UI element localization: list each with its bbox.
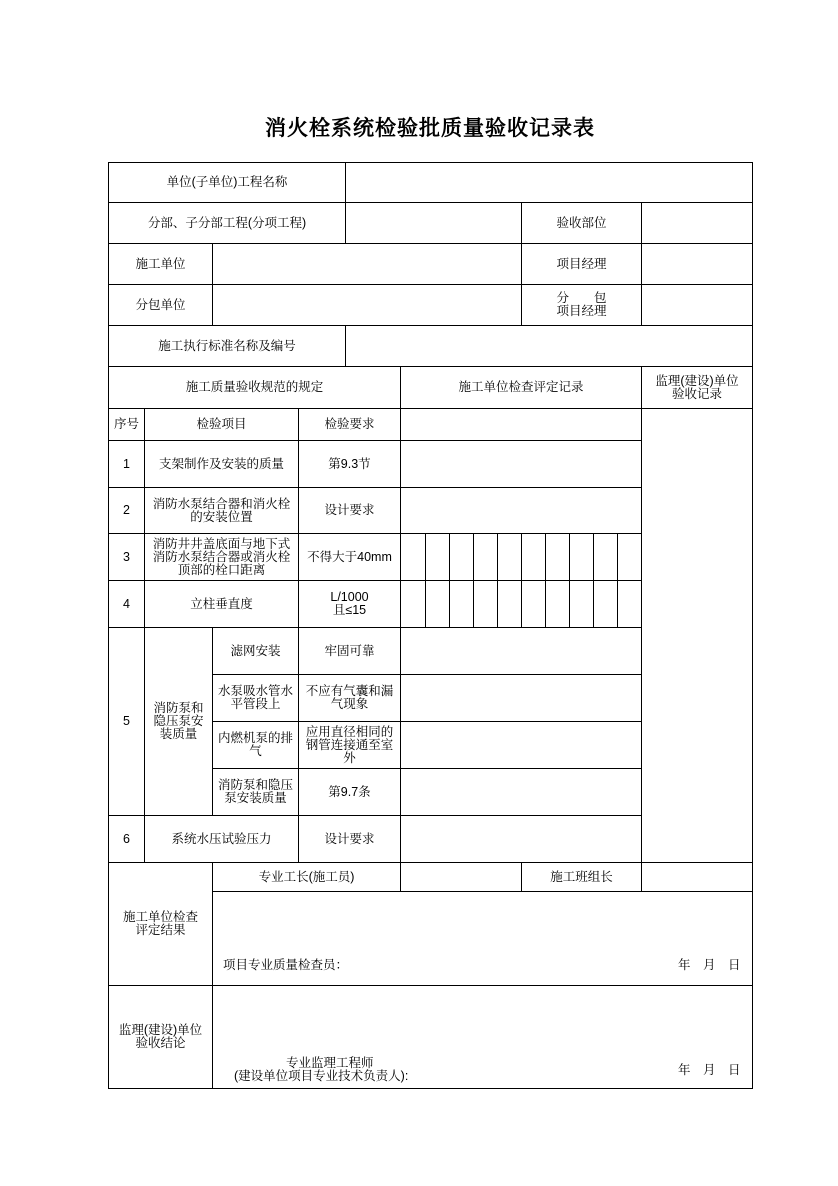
- measurement-cell[interactable]: [400, 533, 426, 581]
- subcontractor-label: 分包单位: [108, 284, 213, 326]
- measurement-cell[interactable]: [593, 533, 618, 581]
- item-requirement: 设计要求: [298, 487, 401, 534]
- subitem-requirement: 不应有气囊和漏气现象: [298, 674, 401, 722]
- contractor-result-label: 施工单位检查评定结果: [108, 862, 213, 986]
- team-leader-field[interactable]: [641, 862, 753, 892]
- project-name-label: 单位(子单位)工程名称: [108, 162, 346, 203]
- measurement-cell[interactable]: [425, 580, 450, 628]
- contractor-record-label: 施工单位检查评定记录: [400, 366, 642, 409]
- supervisor-conclusion-label: 监理(建设)单位验收结论: [108, 985, 213, 1089]
- contractor-field[interactable]: [212, 243, 522, 285]
- foreman-field[interactable]: [400, 862, 522, 892]
- item-name: 支架制作及安装的质量: [144, 440, 299, 488]
- record-cell[interactable]: [400, 721, 642, 769]
- column-header-item: 检验项目: [144, 408, 299, 441]
- contractor-label: 施工单位: [108, 243, 213, 285]
- item-name: 消防泵和隐压泵安装质量: [144, 627, 213, 816]
- subitem-requirement: 牢固可靠: [298, 627, 401, 675]
- measurement-cell[interactable]: [545, 580, 570, 628]
- item-no: 6: [108, 815, 145, 863]
- engineer-label-line1: 专业监理工程师: [286, 1056, 374, 1070]
- date-label: 年 月 日: [678, 958, 741, 972]
- page-title: 消火栓系统检验批质量验收记录表: [265, 116, 595, 140]
- item-no: 2: [108, 487, 145, 534]
- subitem-name: 水泵吸水管水平管段上: [212, 674, 299, 722]
- standard-field[interactable]: [345, 325, 753, 367]
- record-cell[interactable]: [400, 674, 642, 722]
- subitem-name: 滤网安装: [212, 627, 299, 675]
- record-cell[interactable]: [400, 627, 642, 675]
- record-cell[interactable]: [400, 440, 642, 488]
- measurement-cell[interactable]: [473, 580, 498, 628]
- project-manager-field[interactable]: [641, 243, 753, 285]
- team-leader-label: 施工班组长: [521, 862, 642, 892]
- project-name-field[interactable]: [345, 162, 753, 203]
- requirement-line1: L/1000: [330, 590, 369, 604]
- item-no: 5: [108, 627, 145, 816]
- subitem-name: 消防泵和隐压泵安装质量: [212, 768, 299, 816]
- item-name: 消防水泵结合器和消火栓的安装位置: [144, 487, 299, 534]
- item-no: 3: [108, 533, 145, 581]
- measurement-cell[interactable]: [593, 580, 618, 628]
- date-label-2: 年 月 日: [678, 1063, 741, 1077]
- item-no: 1: [108, 440, 145, 488]
- measurement-cell[interactable]: [545, 533, 570, 581]
- sub-pm-label-line1: 分 包: [556, 291, 607, 305]
- measurement-cell[interactable]: [425, 533, 450, 581]
- record-cell[interactable]: [400, 768, 642, 816]
- record-cell[interactable]: [400, 815, 642, 863]
- project-manager-label: 项目经理: [521, 243, 642, 285]
- item-name: 立柱垂直度: [144, 580, 299, 628]
- measurement-cell[interactable]: [497, 580, 522, 628]
- supervisor-record-label: [641, 366, 753, 409]
- column-header-requirement: 检验要求: [298, 408, 401, 441]
- sub-project-manager-field[interactable]: [641, 284, 753, 326]
- item-requirement: [298, 580, 401, 628]
- measurement-cell[interactable]: [400, 580, 426, 628]
- measurement-cell[interactable]: [521, 533, 546, 581]
- sub-pm-label-line2: 项目经理: [556, 304, 607, 318]
- record-cell[interactable]: [400, 487, 642, 534]
- spec-label: 施工质量验收规范的规定: [108, 366, 401, 409]
- sub-project-manager-label: [521, 284, 642, 326]
- subitem-name: 内燃机泵的排气: [212, 721, 299, 769]
- supervisor-record-line2: 验收记录: [671, 386, 722, 401]
- subproject-label: 分部、子分部工程(分项工程): [108, 202, 346, 244]
- acceptance-part-field[interactable]: [641, 202, 753, 244]
- standard-label: 施工执行标准名称及编号: [108, 325, 346, 367]
- column-header-no: 序号: [108, 408, 145, 441]
- item-requirement: 不得大于40mm: [298, 533, 401, 581]
- subitem-requirement: 第9.7条: [298, 768, 401, 816]
- requirement-line2: 且≤15: [332, 603, 367, 617]
- subcontractor-field[interactable]: [212, 284, 522, 326]
- subproject-field[interactable]: [345, 202, 522, 244]
- measurement-cell[interactable]: [497, 533, 522, 581]
- measurement-cell[interactable]: [473, 533, 498, 581]
- subitem-requirement: 应用直径相同的钢管连接通至室外: [298, 721, 401, 769]
- foreman-label: 专业工长(施工员): [212, 862, 401, 892]
- acceptance-part-label: 验收部位: [521, 202, 642, 244]
- item-requirement: 第9.3节: [298, 440, 401, 488]
- supervisor-record-field[interactable]: [641, 408, 753, 863]
- measurement-cell[interactable]: [521, 580, 546, 628]
- record-cell[interactable]: [400, 408, 642, 441]
- supervisor-record-line1: 监理(建设)单位: [655, 373, 739, 388]
- measurement-cell[interactable]: [617, 580, 642, 628]
- measurement-cell[interactable]: [569, 580, 594, 628]
- measurement-cell[interactable]: [617, 533, 642, 581]
- item-name: 系统水压试验压力: [144, 815, 299, 863]
- measurement-cell[interactable]: [569, 533, 594, 581]
- item-no: 4: [108, 580, 145, 628]
- item-name: 消防井井盖底面与地下式消防水泵结合器或消火栓顶部的栓口距离: [144, 533, 299, 581]
- inspector-label: 项目专业质量检查员：: [223, 958, 349, 972]
- engineer-label-line2: (建设单位项目专业技术负责人):: [234, 1069, 409, 1083]
- measurement-cell[interactable]: [449, 533, 474, 581]
- item-requirement: 设计要求: [298, 815, 401, 863]
- measurement-cell[interactable]: [449, 580, 474, 628]
